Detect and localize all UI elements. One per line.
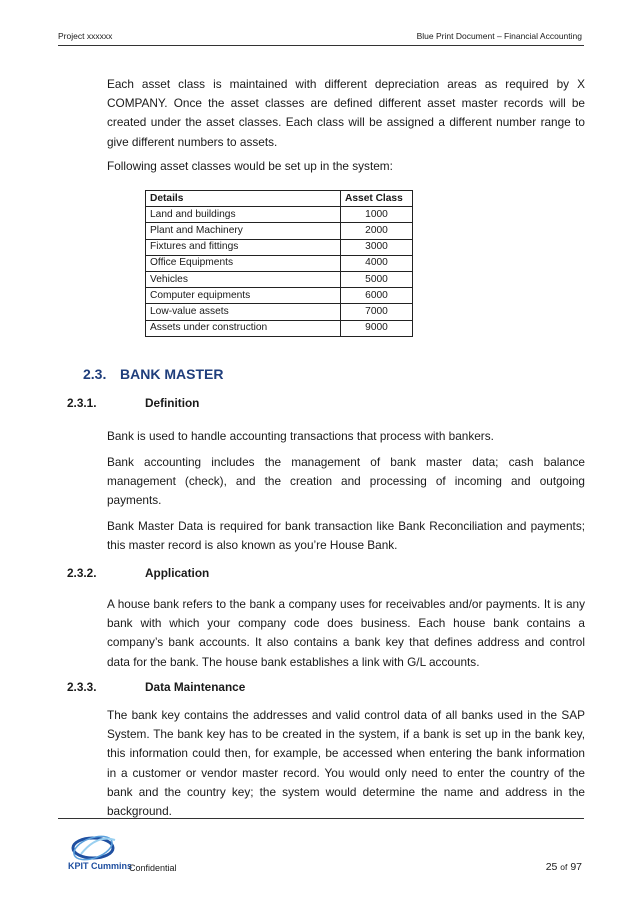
table-header-row: [146, 191, 413, 207]
intro-paragraph: Each asset class is maintained with different depreciation areas as required by X COMPANY. Once the asset classes are defined different asset master records will be created under the asset classes. Each class will be assigned a different number range to give different numbers to assets.: [107, 77, 585, 149]
cell-asset-class: 7000: [341, 304, 413, 320]
page-total: 97: [570, 861, 582, 873]
column-header-details: Details: [146, 191, 341, 207]
header-divider: [58, 45, 584, 46]
definition-paragraph: Bank is used to handle accounting transactions that process with bankers.: [107, 429, 494, 443]
subsection-number: 2.3.3.: [67, 680, 97, 694]
subsection-number: 2.3.2.: [67, 566, 97, 580]
subsection-heading-definition: [67, 396, 199, 410]
application-paragraph: A house bank refers to the bank a company uses for receivables and/or payments. It is any bank with which your company code does business. Each house bank contains a company’s bank accounts. It also contains a bank key that defines address and control data for the bank. The house bank establishes a link with G/L accounts.: [107, 597, 585, 669]
table-row: [146, 320, 413, 336]
table-row: [146, 288, 413, 304]
cell-details: Assets under construction: [146, 320, 341, 336]
table-row: [146, 239, 413, 255]
logo-text: KPIT Cummins: [68, 861, 133, 871]
subsection-heading-application: [67, 566, 209, 580]
section-heading-bank-master: [83, 366, 223, 382]
asset-classes-intro: Following asset classes would be set up in the system:: [107, 159, 393, 173]
cell-asset-class: 9000: [341, 320, 413, 336]
cell-asset-class: 4000: [341, 255, 413, 271]
subsection-title: Application: [145, 566, 210, 580]
section-number: 2.3.: [83, 366, 107, 382]
column-header-asset-class: Asset Class: [341, 191, 413, 207]
cell-asset-class: 6000: [341, 288, 413, 304]
definition-paragraph: Bank accounting includes the management of bank master data; cash balance management (check), and the creation and processing of incoming and outgoing payments.: [107, 455, 585, 508]
table-row: [146, 271, 413, 287]
cell-asset-class: 3000: [341, 239, 413, 255]
cell-details: Office Equipments: [146, 255, 341, 271]
footer-divider: [58, 818, 584, 819]
confidential-label: Confidential: [129, 863, 177, 873]
subsection-title: Definition: [145, 396, 200, 410]
cell-details: Vehicles: [146, 271, 341, 287]
asset-class-table: [145, 190, 413, 337]
page-of-label: of: [560, 862, 568, 872]
definition-paragraph: Bank Master Data is required for bank transaction like Bank Reconciliation and payments; this master record is also known as you’re House Bank.: [107, 519, 585, 553]
cell-details: Land and buildings: [146, 207, 341, 223]
table-row: [146, 207, 413, 223]
cell-asset-class: 1000: [341, 207, 413, 223]
section-title: BANK MASTER: [120, 366, 224, 382]
table-row: [146, 223, 413, 239]
table-row: [146, 255, 413, 271]
cell-asset-class: 5000: [341, 271, 413, 287]
header-document-title: Blue Print Document – Financial Accounting: [416, 31, 582, 41]
page-current: 25: [545, 861, 558, 873]
cell-details: Plant and Machinery: [146, 223, 341, 239]
subsection-number: 2.3.1.: [67, 396, 97, 410]
subsection-heading-data-maintenance: [67, 680, 245, 694]
page-number: [546, 861, 582, 873]
table-row: [146, 304, 413, 320]
data-maintenance-paragraph: The bank key contains the addresses and valid control data of all banks used in the SAP System. The bank key has to be created in the system, if a bank is set up in the bank key, this information could then, for example, be accessed when entering the bank information in a customer or vendor master record. You would only need to enter the country of the bank and the country key; the system would determine the name and address in the background.: [107, 708, 585, 819]
subsection-title: Data Maintenance: [145, 680, 246, 694]
cell-details: Computer equipments: [146, 288, 341, 304]
cell-details: Fixtures and fittings: [146, 239, 341, 255]
cell-details: Low-value assets: [146, 304, 341, 320]
header-project: Project xxxxxx: [58, 31, 113, 41]
cell-asset-class: 2000: [341, 223, 413, 239]
